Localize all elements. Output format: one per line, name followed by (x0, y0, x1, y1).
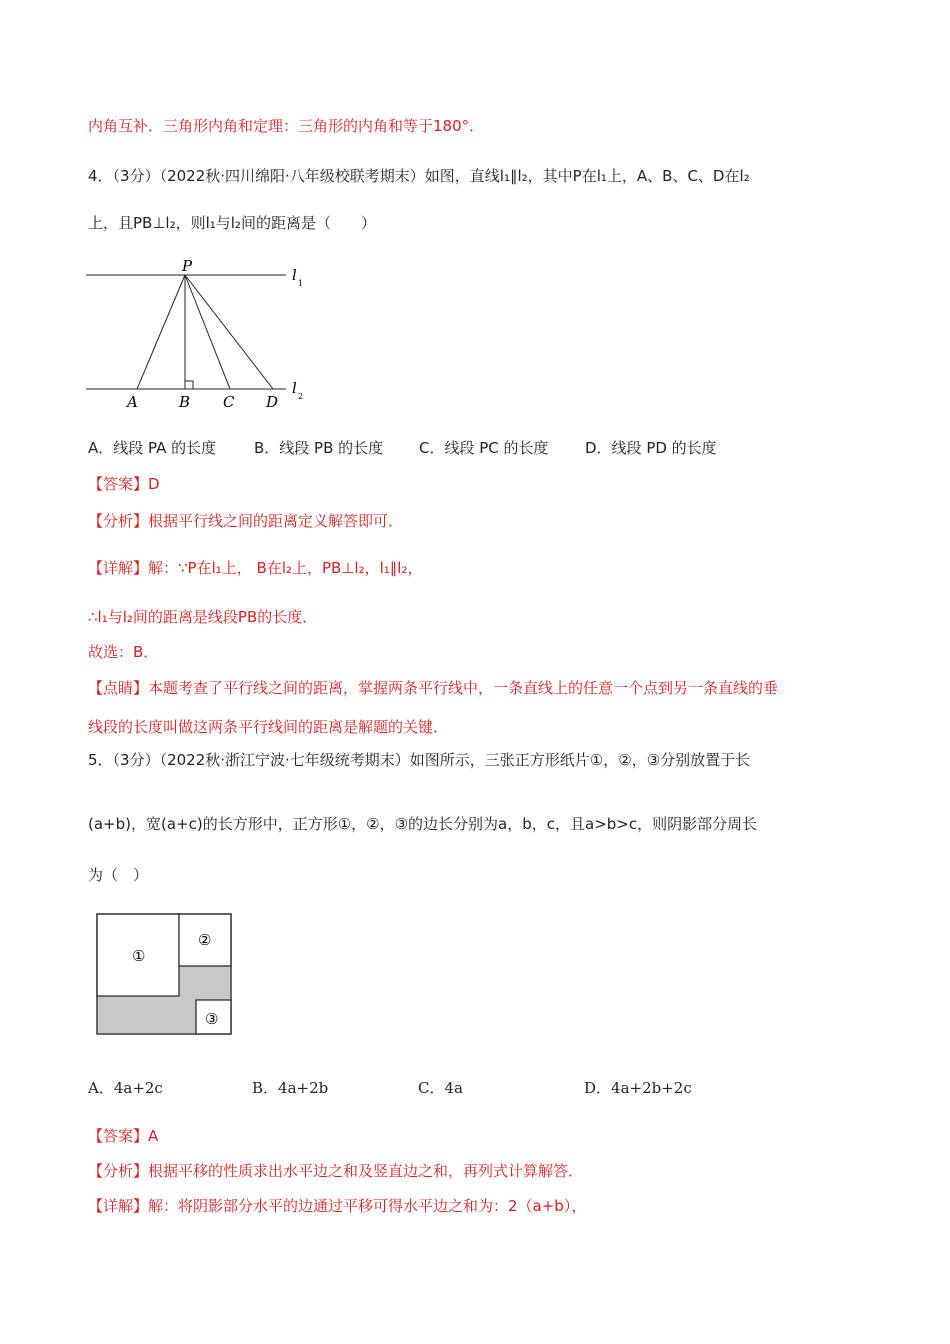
segment-PD (185, 275, 273, 389)
q5-stem-line3: 为（ ） (88, 866, 149, 884)
squares-in-rectangle-diagram (96, 913, 234, 1037)
intro-line: 内角互补．三角形内角和定理：三角形的内角和等于180°． (88, 117, 485, 135)
q4-stem-line1: 4．（3分）（2022秋·四川绵阳·八年级校联考期末）如图，直线l₁∥l₂，其中P在l₁上，A、B、C、D在l₂ (88, 167, 750, 185)
right-angle-mark (185, 381, 193, 389)
label-B: B (179, 393, 191, 411)
segment-PA (137, 275, 185, 389)
q5-stem-line1: 5．（3分）（2022秋·浙江宁波·七年级统考期末）如图所示，三张正方形纸片①，②，③分别放置于长 (88, 751, 751, 769)
label-square-2: ② (198, 931, 212, 949)
q5-analysis: 【分析】根据平移的性质求出水平边之和及竖直边之和，再列式计算解答． (88, 1162, 584, 1180)
q4-option-c: C．线段 PC 的长度 (419, 439, 549, 457)
q4-stem-line2: 上，且PB⊥l₂，则l₁与l₂间的距离是（ ） (88, 214, 376, 232)
q4-option-a: A．线段 PA 的长度 (88, 439, 217, 457)
q4-choice: 故选：B． (88, 643, 159, 661)
parallel-lines-diagram (86, 255, 316, 415)
q5-stem-line2: (a+b)，宽(a+c)的长方形中，正方形①，②，③的边长分别为a，b，c，且a>b>c，则阴影部分周长 (88, 815, 758, 833)
q5-figure (96, 913, 234, 1037)
q4-option-d: D．线段 PD 的长度 (585, 439, 717, 457)
q4-analysis: 【分析】根据平行线之间的距离定义解答即可． (88, 512, 404, 530)
label-C: C (223, 393, 235, 411)
q4-answer: 【答案】D (88, 475, 160, 493)
q4-option-b: B．线段 PB 的长度 (254, 439, 384, 457)
label-l1: l (292, 266, 297, 284)
label-square-1: ① (132, 947, 146, 965)
q5-option-d: D．4a+2b+2c (584, 1079, 692, 1097)
q5-option-c: C．4a (418, 1079, 463, 1097)
q4-detail-line2: ∴l₁与l₂间的距离是线段PB的长度． (88, 608, 318, 626)
q4-figure (86, 255, 316, 415)
q4-comment-line2: 线段的长度叫做这两条平行线间的距离是解题的关键． (88, 718, 449, 736)
q5-option-a: A．4a+2c (88, 1079, 163, 1097)
q5-option-b: B．4a+2b (252, 1079, 329, 1097)
segment-PC (185, 275, 230, 389)
label-l1-sub: 1 (298, 279, 304, 288)
q5-detail-line1: 【详解】解：将阴影部分水平的边通过平移可得水平边之和为：2（a+b）， (88, 1197, 587, 1215)
q4-detail-line1: 【详解】解：∵P在l₁上， B在l₂上，PB⊥l₂，l₁∥l₂， (88, 559, 423, 577)
label-D: D (266, 393, 279, 411)
label-P: P (182, 257, 193, 275)
q5-answer: 【答案】A (88, 1127, 159, 1145)
q4-comment-line1: 【点睛】本题考查了平行线之间的距离，掌握两条平行线中，一条直线上的任意一个点到另一条直线的垂 (88, 679, 779, 697)
label-l2-sub: 2 (298, 392, 304, 401)
label-l2: l (292, 379, 297, 397)
label-A: A (127, 393, 138, 411)
label-square-3: ③ (205, 1010, 219, 1028)
